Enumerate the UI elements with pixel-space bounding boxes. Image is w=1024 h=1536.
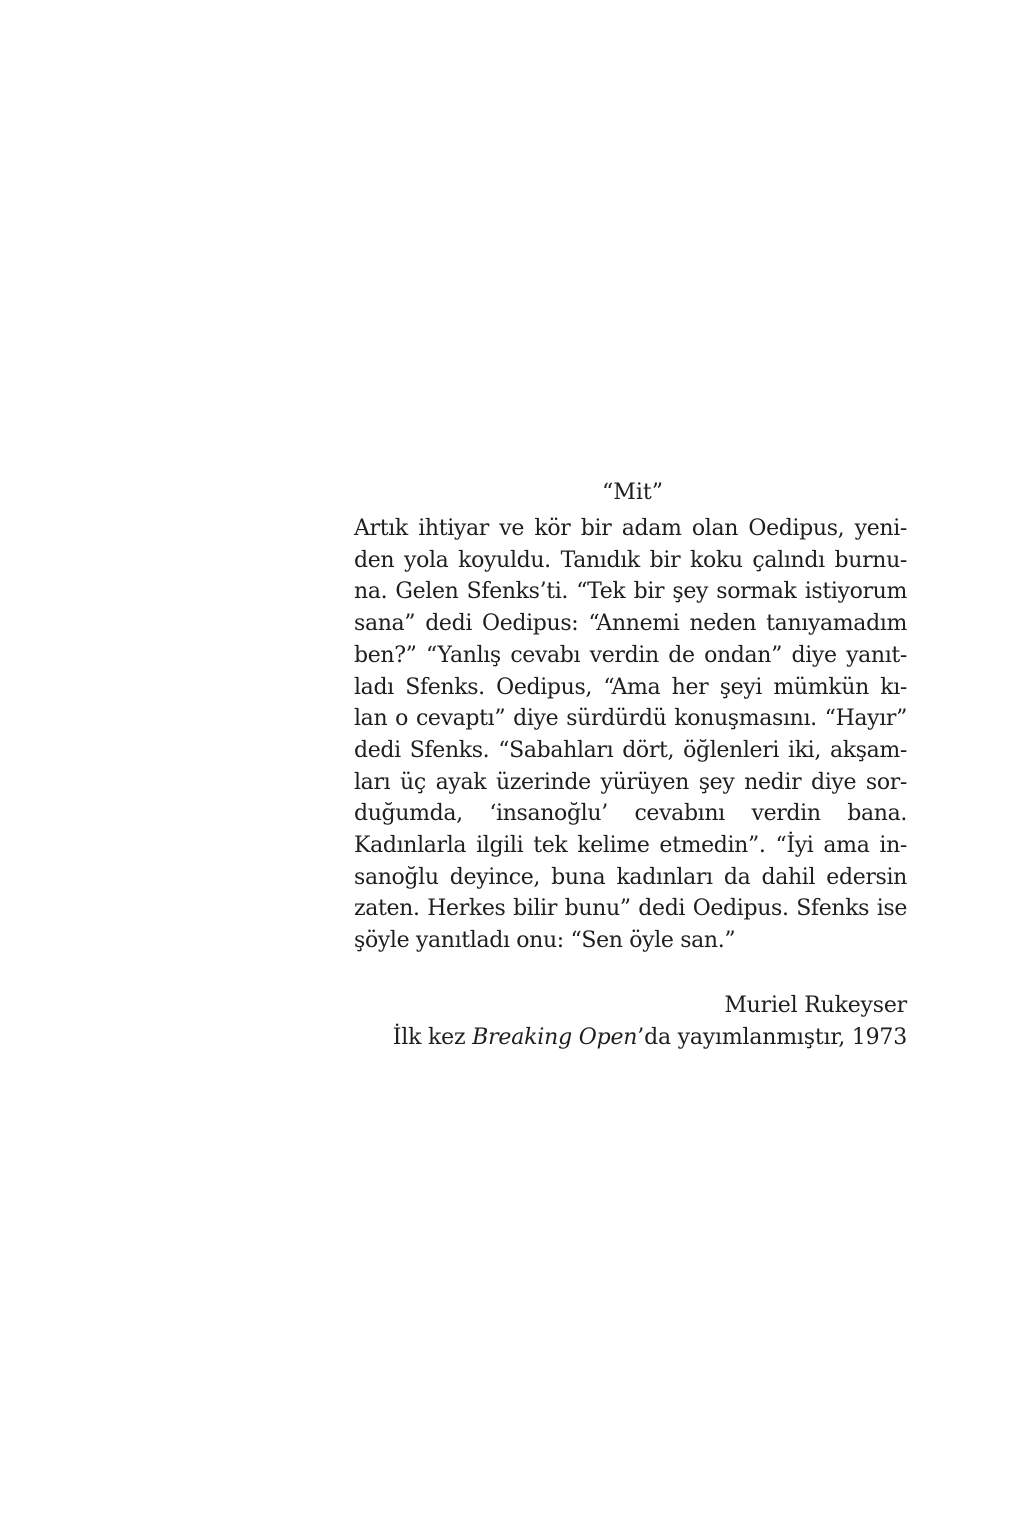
publication-prefix: İlk kez: [392, 1024, 473, 1050]
poem-line: lan o cevaptı” diye sürdürdü konuşmasını. “Hayır”: [354, 706, 907, 732]
author-name: Muriel Rukeyser: [724, 992, 907, 1018]
publication-suffix: ’da yayımlanmıştır, 1973: [637, 1024, 907, 1050]
poem-line: duğumda, ‘insanoğlu’ cevabını verdin bana.: [354, 801, 907, 827]
publication-note: [354, 1022, 907, 1054]
poem-line: ladı Sfenks. Oedipus, “Ama her şeyi mümkün kı-: [354, 674, 907, 700]
poem-line: ben?” “Yanlış cevabı verdin de ondan” diye yanıt-: [354, 642, 907, 668]
poem-line: na. Gelen Sfenks’ti. “Tek bir şey sormak istiyorum: [354, 579, 907, 605]
poem-line: sanoğlu deyince, buna kadınları da dahil edersin: [354, 864, 907, 890]
poem-line: dedi Sfenks. “Sabahları dört, öğlenleri iki, akşam-: [354, 737, 907, 763]
poem-line: zaten. Herkes bilir bunu” dedi Oedipus. Sfenks ise: [354, 896, 907, 922]
poem-line: den yola koyuldu. Tanıdık bir koku çalındı burnu-: [354, 547, 907, 573]
poem-line: sana” dedi Oedipus: “Annemi neden tanıyamadım: [354, 611, 907, 637]
poem-line: ları üç ayak üzerinde yürüyen şey nedir diye sor-: [354, 769, 907, 795]
poem-block: [354, 477, 907, 1054]
publication-title: Breaking Open: [472, 1024, 638, 1050]
poem-line: şöyle yanıtladı onu: “Sen öyle san.”: [354, 928, 736, 954]
attribution: [354, 990, 907, 1054]
poem-line: Kadınlarla ilgili tek kelime etmedin”. “İyi ama in-: [354, 833, 907, 859]
poem-title: “Mit”: [602, 480, 663, 505]
poem-body: [354, 513, 907, 957]
poem-line: Artık ihtiyar ve kör bir adam olan Oedipus, yeni-: [354, 516, 907, 541]
